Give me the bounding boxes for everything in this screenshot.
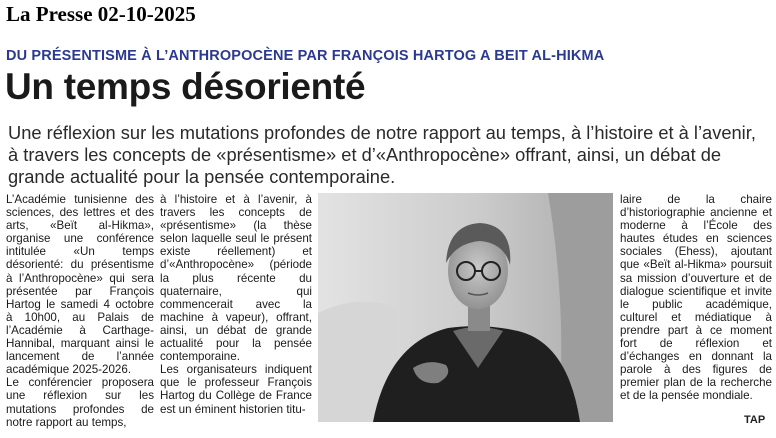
article-column-3: [620, 193, 772, 403]
body-paragraph: à l’histoire et à l’avenir, à travers les concepts de «présentisme» (la thèse selon laquelle seul le présent existe réellement) et d’«Anthropocène» (période la plus récente du quaternaire, qui commencerait avec la machine à vapeur), offrant, ainsi, un débat de grande actualité pour la pensée contemporaine.: [160, 193, 312, 364]
body-paragraph: laire de la chaire d’historiographie ancienne et moderne à l’École des hautes études en sciences sociales (Ehess), ajoutant que «Beït al-Hikma» poursuit sa mission d’ouverture et de dialogue scientifique et invite le public académique, culturel et médiatique à prendre part à ce moment fort de réflexion et d’échanges en donnant la parole à des figures de premier plan de la recherche et de la pensée mondiale.: [620, 193, 772, 403]
article-column-2: [160, 193, 312, 416]
article-column-1: [6, 193, 154, 429]
source-credit: TAP: [744, 414, 766, 426]
portrait-photo: [318, 193, 613, 422]
masthead-date: La Presse 02-10-2025: [6, 2, 196, 26]
portrait-illustration: [318, 193, 613, 422]
article-standfirst: Une réflexion sur les mutations profondes de notre rapport au temps, à l’histoire et à l’avenir, à travers les concepts de «présentisme» et d’«Anthropocène» offrant, ainsi, un débat de grande actualité pour la pensée contemporaine.: [8, 122, 756, 187]
body-paragraph: Le conférencier proposera une réflexion sur les mutations profondes de notre rapport au temps,: [6, 376, 154, 429]
article-kicker: DU PRÉSENTISME À L’ANTHROPOCÈNE PAR FRANÇOIS HARTOG A BEIT AL-HIKMA: [6, 48, 605, 64]
body-paragraph: Les organisateurs indiquent que le professeur François Hartog du Collège de France est un éminent historien titu-: [160, 363, 312, 416]
body-paragraph: L’Académie tunisienne des sciences, des lettres et des arts, «Beït al-Hikma», organise une conférence intitulée «Un temps désorienté: du présentisme à l’Anthropocène» qui sera présentée par François Hartog le samedi 4 octobre à 10h00, au Palais de l’Académie à Carthage-Hannibal, marquant ainsi le lancement de l’année académique 2025-2026.: [6, 193, 154, 377]
article-headline: Un temps désorienté: [5, 66, 366, 107]
